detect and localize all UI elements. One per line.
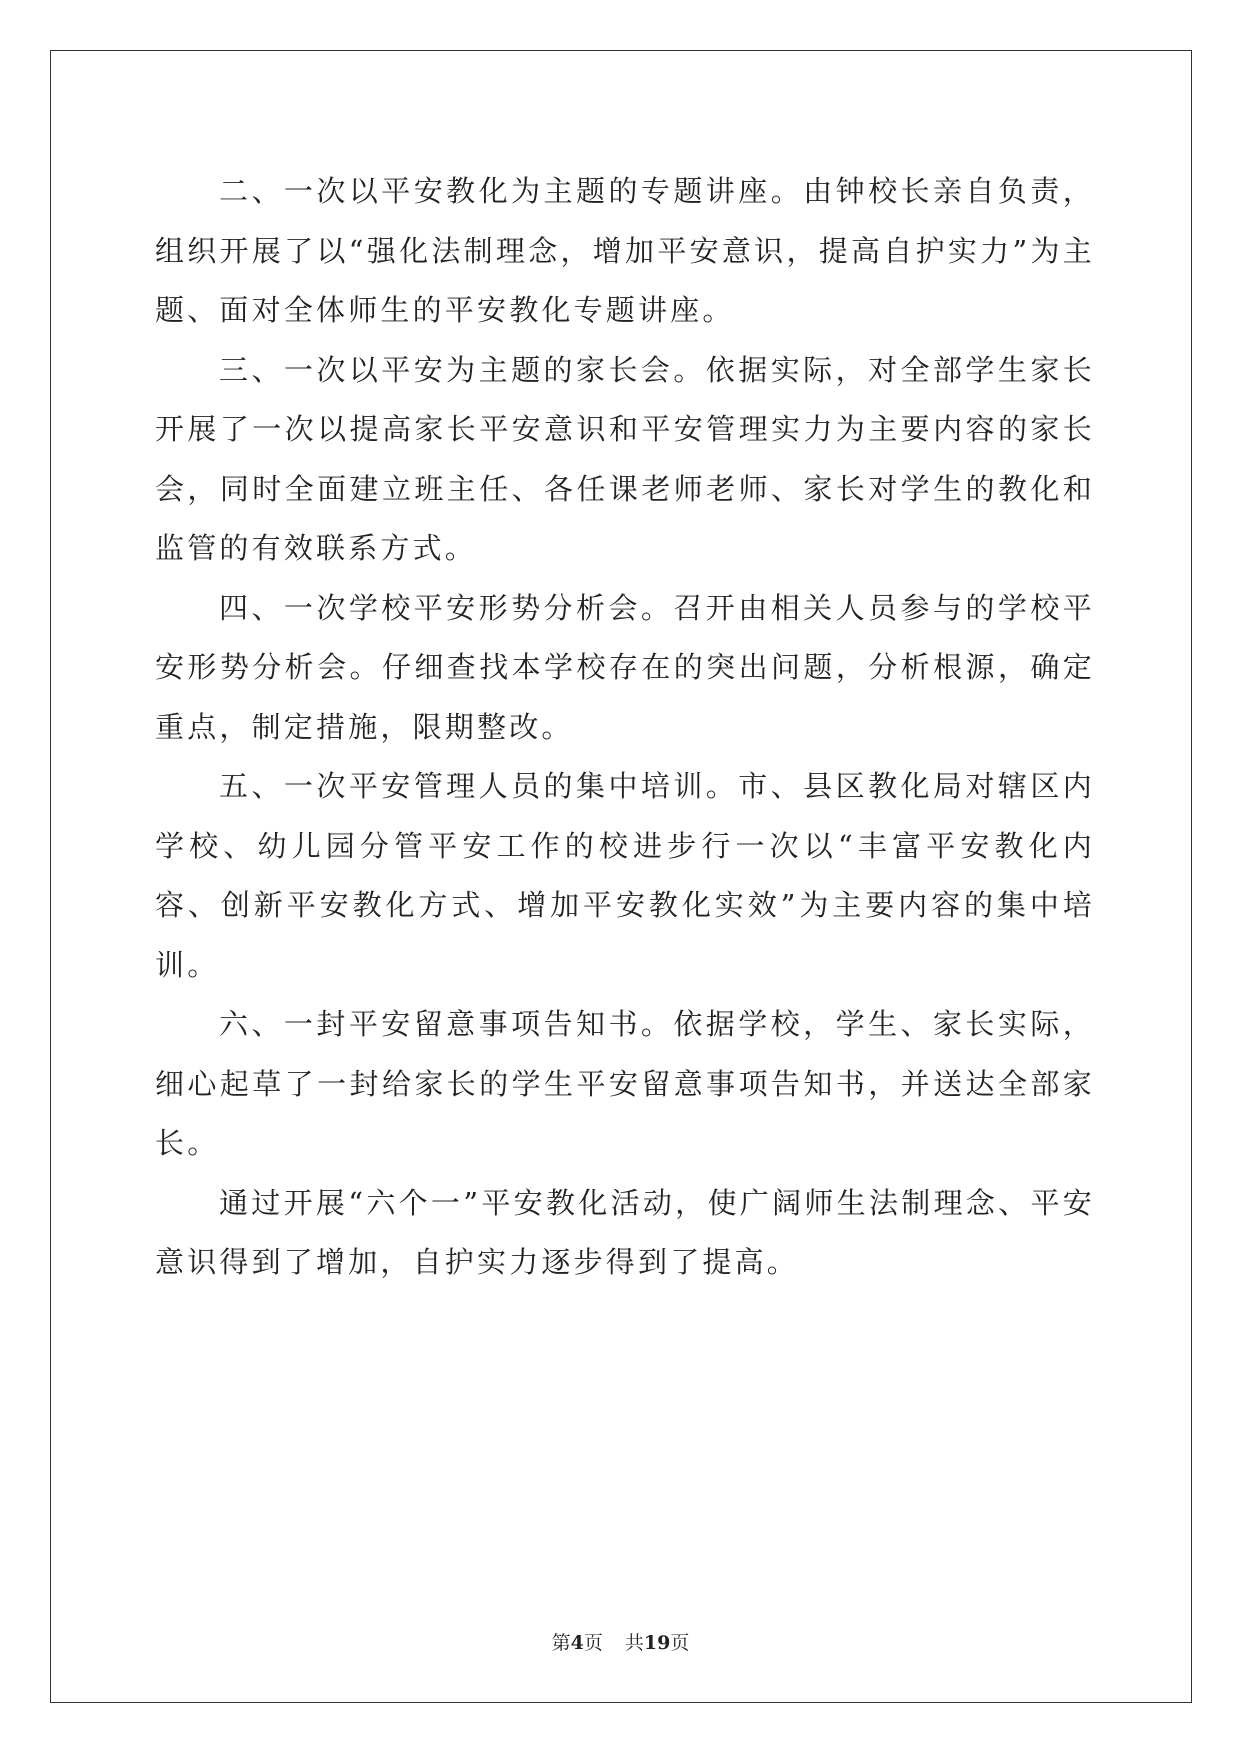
document-body (155, 162, 1095, 1293)
paragraph-lecture: 二、一次以平安教化为主题的专题讲座。由钟校长亲自负责，组织开展了以“强化法制理念，增加平安意识，提高自护实力”为主题、面对全体师生的平安教化专题讲座。 (155, 174, 1095, 327)
total-pages: 19 (643, 1632, 671, 1654)
paragraph-training: 五、一次平安管理人员的集中培训。市、县区教化局对辖区内学校、幼儿园分管平安工作的校进步行一次以“丰富平安教化内容、创新平安教化方式、增加平安教化实效”为主要内容的集中培训。 (155, 769, 1095, 982)
paragraph-situation-analysis: 四、一次学校平安形势分析会。召开由相关人员参与的学校平安形势分析会。仔细查找本学校存在的突出问题，分析根源，确定重点，制定措施，限期整改。 (155, 590, 1095, 744)
total-suffix: 页 (670, 1632, 690, 1654)
total-prefix: 共 (624, 1632, 644, 1654)
paragraph-parent-meeting: 三、一次以平安为主题的家长会。依据实际，对全部学生家长开展了一次以提高家长平安意识和平安管理实力为主要内容的家长会，同时全面建立班主任、各任课老师老师、家长对学生的教化和监管的有效联系方式。 (155, 352, 1095, 565)
paragraph-conclusion: 通过开展“六个一”平安教化活动，使广阔师生法制理念、平安意识得到了增加，自护实力逐步得到了提高。 (155, 1185, 1095, 1279)
page-prefix: 第 (551, 1632, 571, 1654)
page-footer (0, 1628, 1241, 1655)
page-suffix: 页 (583, 1632, 603, 1654)
paragraph-notice-letter: 六、一封平安留意事项告知书。依据学校，学生、家长实际，细心起草了一封给家长的学生平安留意事项告知书，并送达全部家长。 (155, 1007, 1095, 1160)
page-number: 4 (570, 1632, 584, 1654)
